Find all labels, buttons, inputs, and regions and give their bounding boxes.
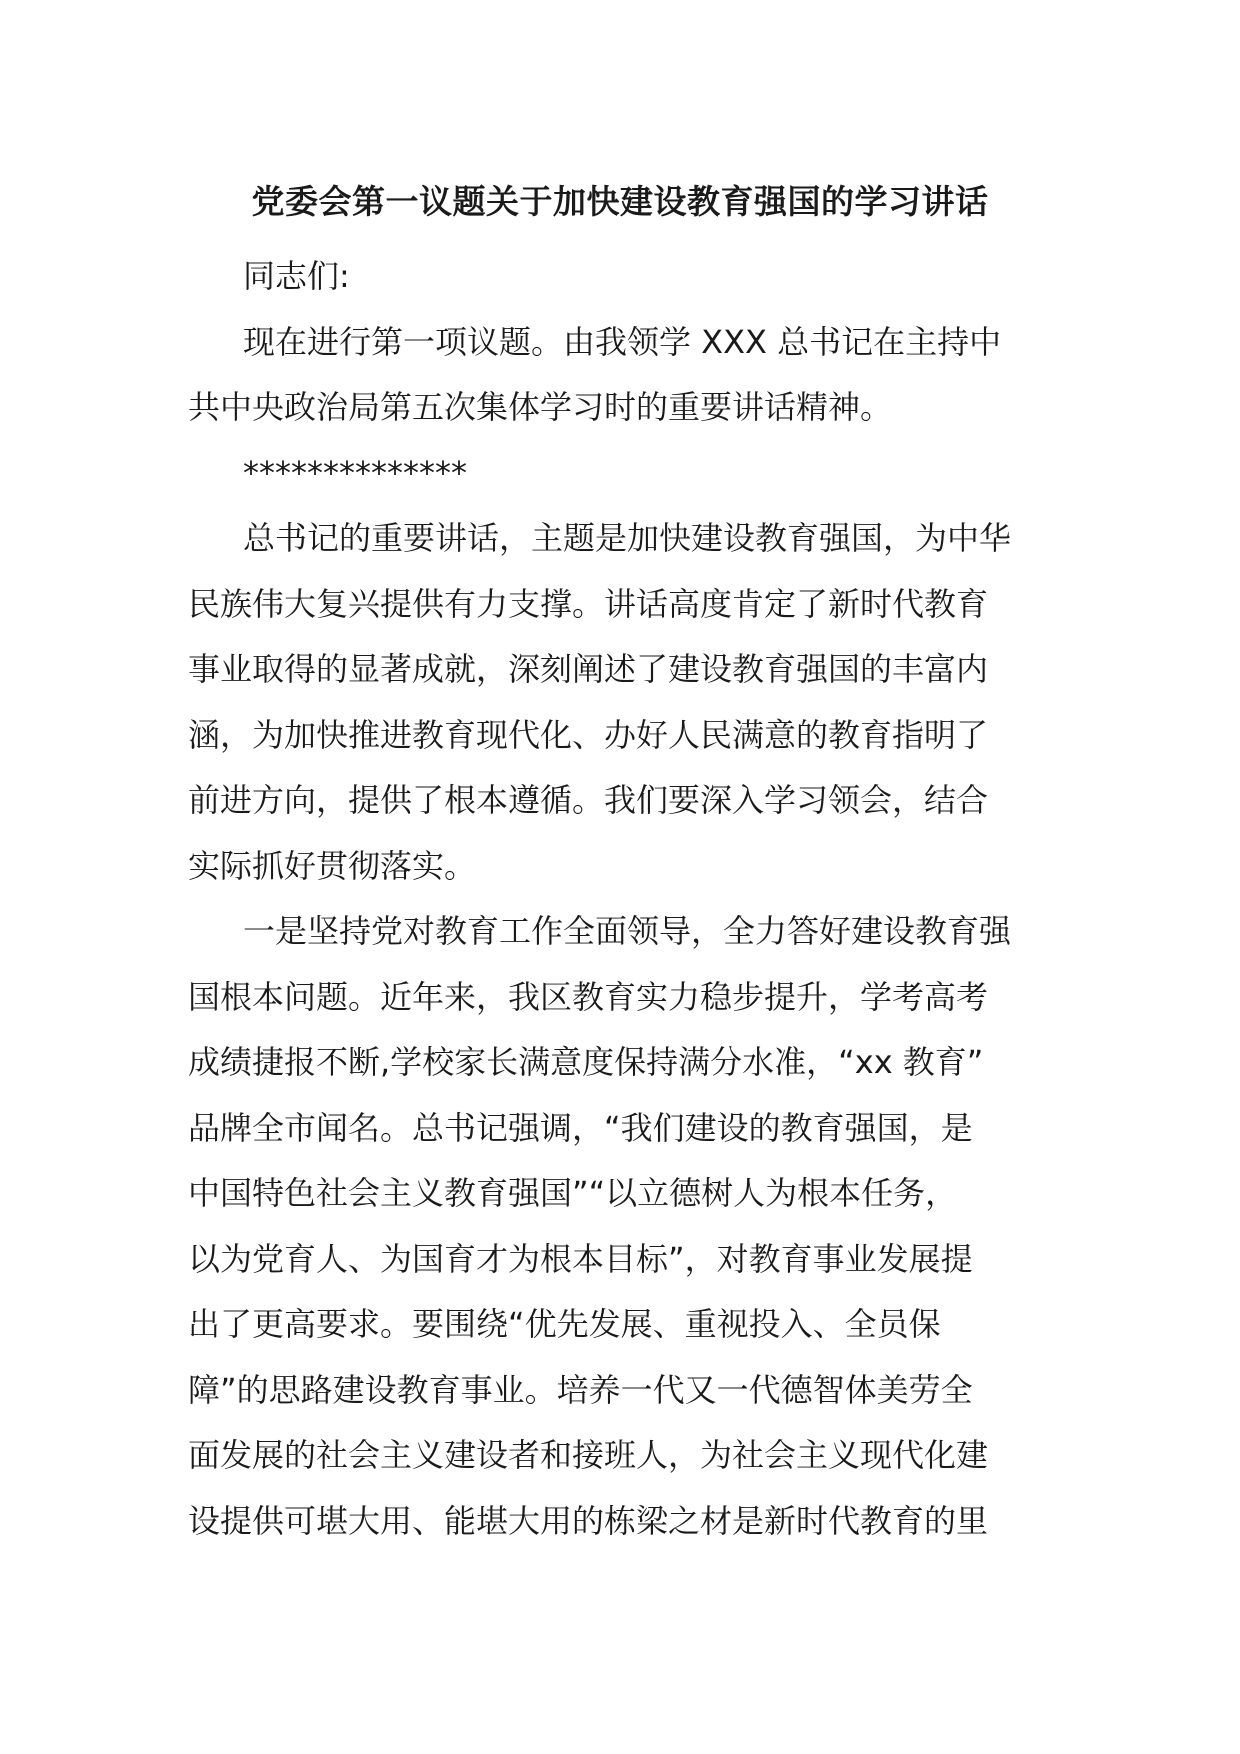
body-line: 中国特色社会主义教育强国”“以立德树人为根本任务，	[188, 1174, 958, 1212]
body-line: 国根本问题。近年来，我区教育实力稳步提升，学考高考	[188, 977, 989, 1016]
document-title: 党委会第一议题关于加快建设教育强国的学习讲话	[251, 182, 989, 221]
intro-paragraph	[188, 310, 1048, 441]
body-line: 前进方向，提供了根本遵循。我们要深入学习领会，结合	[188, 781, 989, 819]
body-line: 成绩捷报不断,学校家长满意度保持满分水准，“xx 教育”	[188, 1043, 984, 1081]
document-body	[188, 244, 1048, 1554]
body-line: 民族伟大复兴提供有力支撑。讲话高度肯定了新时代教育	[188, 584, 989, 623]
body-line: 实际抓好贯彻落实。	[188, 846, 477, 885]
body-line: 以为党育人、为国育才为根本目标”，对教育事业发展提	[188, 1239, 973, 1278]
body-line: 出了更高要求。要围绕“优先发展、重视投入、全员保	[188, 1305, 941, 1343]
body-line: 共中央政治局第五次集体学习时的重要讲话精神。	[188, 388, 893, 426]
body-line: 涵，为加快推进教育现代化、办好人民满意的教育指明了	[188, 715, 989, 754]
body-line: 障”的思路建设教育事业。培养一代又一代德智体美劳全	[188, 1370, 973, 1409]
body-line: 设提供可堪大用、能堪大用的栋梁之材是新时代教育的里	[188, 1501, 989, 1540]
point-one-paragraph	[188, 899, 1048, 1554]
salutation-paragraph	[188, 244, 1048, 310]
body-line: 面发展的社会主义建设者和接班人，为社会主义现代化建	[188, 1436, 989, 1474]
body-line: 现在进行第一项议题。由我领学 XXX 总书记在主持中	[243, 322, 1002, 361]
separator-line	[188, 441, 1048, 507]
body-line: 品牌全市闻名。总书记强调，“我们建设的教育强国，是	[188, 1108, 973, 1147]
asterisk-separator: **************	[243, 453, 467, 492]
body-line: 事业取得的显著成就，深刻阐述了建设教育强国的丰富内	[188, 650, 989, 688]
body-line: 一是坚持党对教育工作全面领导，全力答好建设教育强	[243, 912, 1012, 950]
body-line: 总书记的重要讲话，主题是加快建设教育强国，为中华	[243, 519, 1012, 557]
body-line: 同志们:	[243, 257, 350, 295]
summary-paragraph	[188, 506, 1048, 899]
